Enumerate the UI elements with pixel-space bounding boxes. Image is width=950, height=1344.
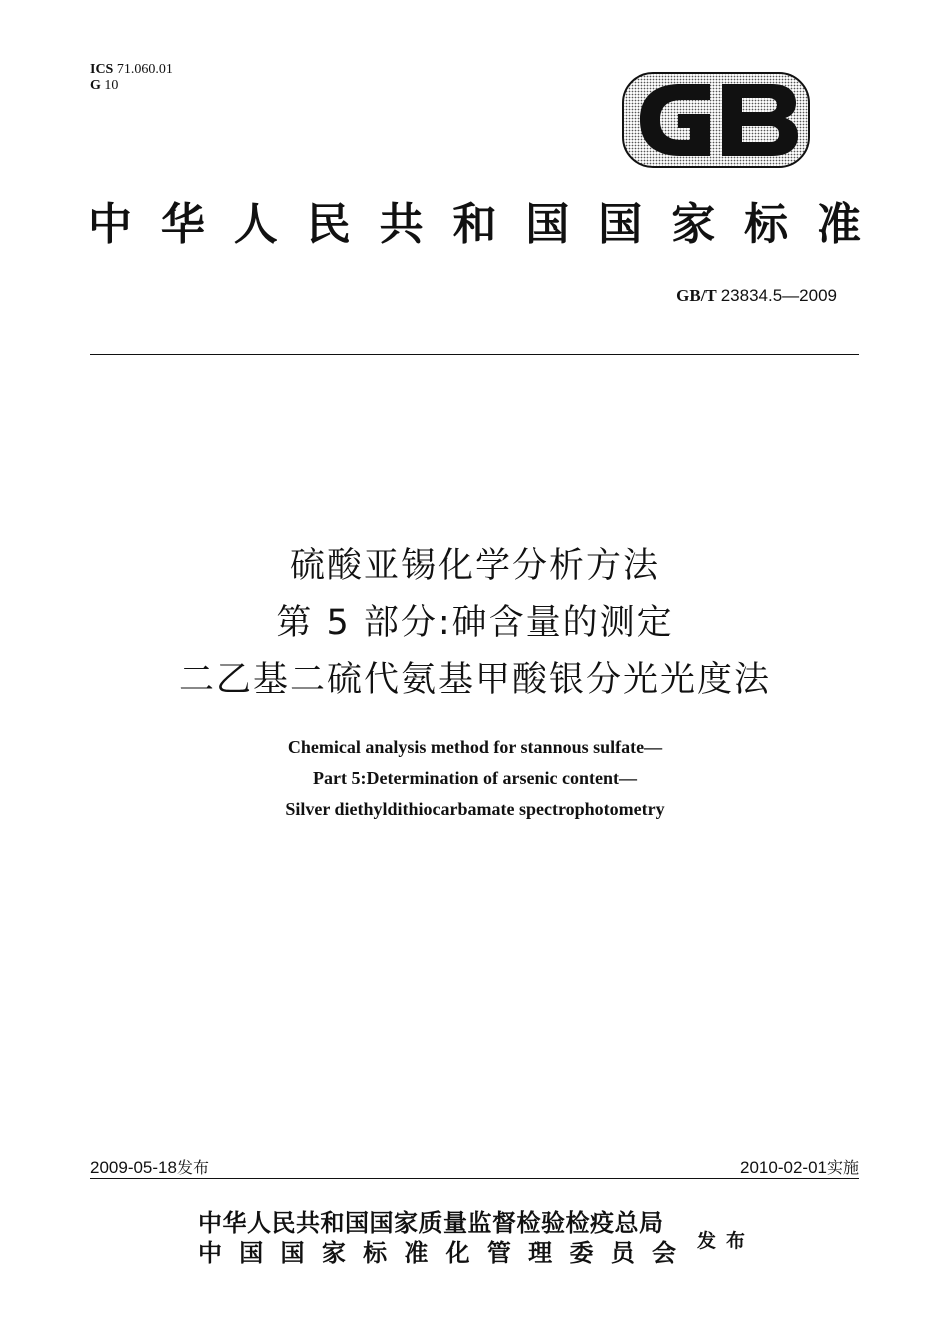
national-standard-heading: 中华人民共和国国家标准	[88, 199, 863, 250]
title-en-line-1: Chemical analysis method for stannous sulfate—	[287, 737, 663, 757]
publish-label: 发布	[697, 1230, 756, 1252]
title-en-line-3: Silver diethyldithiocarbamate spectrophotometry	[285, 799, 665, 819]
title-en-line-2: Part 5:Determination of arsenic content—	[313, 768, 637, 788]
standard-number-value: 23834.5—2009	[720, 286, 837, 305]
issue-date: 2009-05-18发布	[90, 1158, 209, 1177]
classification-codes	[90, 62, 173, 94]
standard-prefix: GB/T	[676, 286, 717, 305]
ics-code: ICS 71.060.01	[90, 62, 173, 77]
title-cn-line-1: 硫酸亚锡化学分析方法	[289, 546, 660, 586]
standard-number	[676, 286, 837, 306]
issuer-aqsiq: 中华人民共和国国家质量监督检验检疫总局	[198, 1209, 664, 1237]
gb-logo	[622, 72, 810, 168]
ics-value: 71.060.01	[116, 62, 173, 77]
implement-date: 2010-02-01实施	[740, 1158, 859, 1177]
title-cn-line-2: 第 5 部分:砷含量的测定	[276, 603, 674, 643]
issuer-sac: 中国国家标准化管理委员会	[198, 1239, 676, 1267]
header-divider	[90, 354, 859, 355]
class-code: G 10	[90, 78, 119, 93]
class-value: 10	[104, 78, 119, 93]
footer-divider	[90, 1178, 859, 1179]
title-cn-line-3: 二乙基二硫代氨基甲酸银分光光度法	[178, 660, 771, 700]
